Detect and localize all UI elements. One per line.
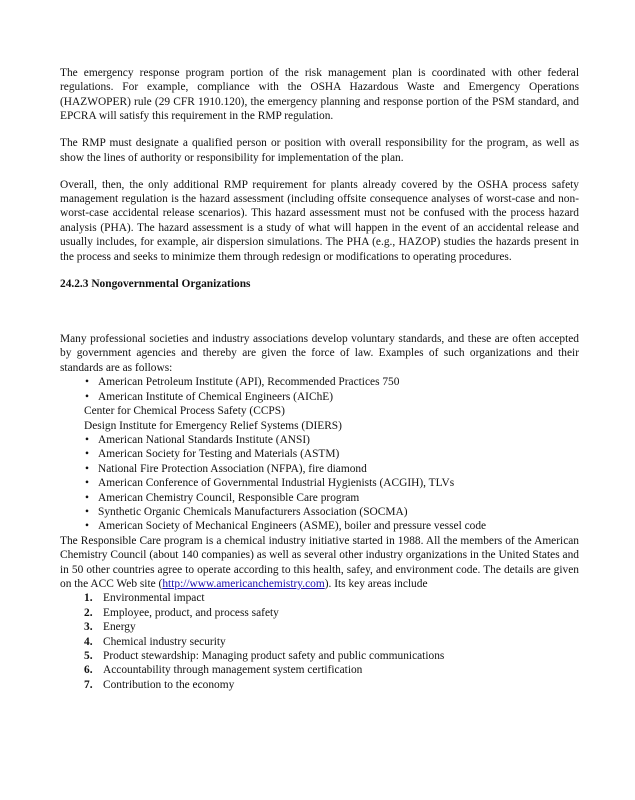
key-area-number: 3. [84,621,93,634]
document-page [60,66,579,692]
key-area-item [60,649,579,663]
key-area-text: Contribution to the economy [103,678,235,691]
key-areas-list [60,591,579,692]
key-area-number: 2. [84,606,93,619]
key-area-item [60,678,579,692]
paragraph-professional-societies: Many professional societies and industry associations develop voluntary standards, and these are often accepted by government agencies and thereby are given the force of law. Examples of such organizations and their standards are as follows: [60,333,579,374]
paragraph-hazard-assessment: Overall, then, the only additional RMP requirement for plants already covered by the OSHA process safety management regulation is the hazard assessment (including offsite consequence analyses of worst-case and non-worst-case accidental release scenarios). This hazard assessment must not be confused with the process hazard analysis (PHA). The hazard assessment is a study of what will happen in the event of an accidental release and usually includes, for example, air dispersion simulations. The PHA (e.g., HAZOP) studies the hazards present in the process and seeks to minimize them through redesign or modifications to operating procedures. [60,178,579,263]
responsible-care-text: The Responsible Care program is a chemical industry initiative started in 1988. All the members of the American Chemistry Council (about 140 companies) as well as several other industry organizations in the United States and in 50 other countries agree to operate according to this health, safey, and environment code. The details are given on the ACC Web site ( [60,534,579,590]
acc-website-link[interactable]: http://www.americanchemistry.com [162,577,325,590]
organization-item: • American Chemistry Council, Responsible Care program [60,491,579,505]
key-area-item [60,606,579,620]
key-area-text: Chemical industry security [103,635,226,648]
paragraph-rmp-designate: The RMP must designate a qualified person or position with overall responsibility for the program, as well as show the lines of authority or responsibility for implementation of the plan. [60,137,579,164]
organization-item: • American Conference of Governmental Industrial Hygienists (ACGIH), TLVs [60,476,579,490]
organization-item: • American Institute of Chemical Engineers (AIChE) [60,390,579,404]
key-area-item [60,620,579,634]
key-area-number: 4. [84,635,93,648]
organization-item: Design Institute for Emergency Relief Systems (DIERS) [84,419,342,432]
organization-item: • Synthetic Organic Chemicals Manufacturers Association (SOCMA) [60,505,579,519]
key-area-item [60,635,579,649]
responsible-care-text-end: ). Its key areas include [324,577,428,590]
paragraph-emergency-response: The emergency response program portion of the risk management plan is coordinated with other federal regulations. For example, compliance with the OSHA Hazardous Waste and Emergency Operations (HAZWOPER) rule (29 CFR 1910.120), the emergency planning and response portion of the PSM standard, and EPCRA will satisfy this requirement in the RMP regulation. [60,67,579,123]
key-area-text: Energy [103,621,136,634]
section-spacer [60,291,579,332]
key-area-text: Accountability through management system certification [103,664,363,677]
organization-item: • National Fire Protection Association (NFPA), fire diamond [60,462,579,476]
organization-item: • American Petroleum Institute (API), Recommended Practices 750 [60,375,579,389]
key-area-text: Employee, product, and process safety [103,606,279,619]
key-area-number: 7. [84,678,93,691]
organization-item: • American Society for Testing and Materials (ASTM) [60,447,579,461]
key-area-number: 6. [84,664,93,677]
organization-list [60,375,579,533]
section-heading: 24.2.3 Nongovernmental Organizations [60,277,251,290]
organization-item: • American Society of Mechanical Engineers (ASME), boiler and pressure vessel code [60,519,579,533]
organization-item: Center for Chemical Process Safety (CCPS) [84,405,285,418]
key-area-text: Product stewardship: Managing product safety and public communications [103,650,445,662]
key-area-number: 1. [84,592,93,605]
paragraph-responsible-care [60,534,579,592]
key-area-item [60,663,579,677]
key-area-text: Environmental impact [103,592,205,605]
key-area-number: 5. [84,650,93,662]
key-area-item [60,591,579,605]
organization-item: • American National Standards Institute (ANSI) [60,433,579,447]
